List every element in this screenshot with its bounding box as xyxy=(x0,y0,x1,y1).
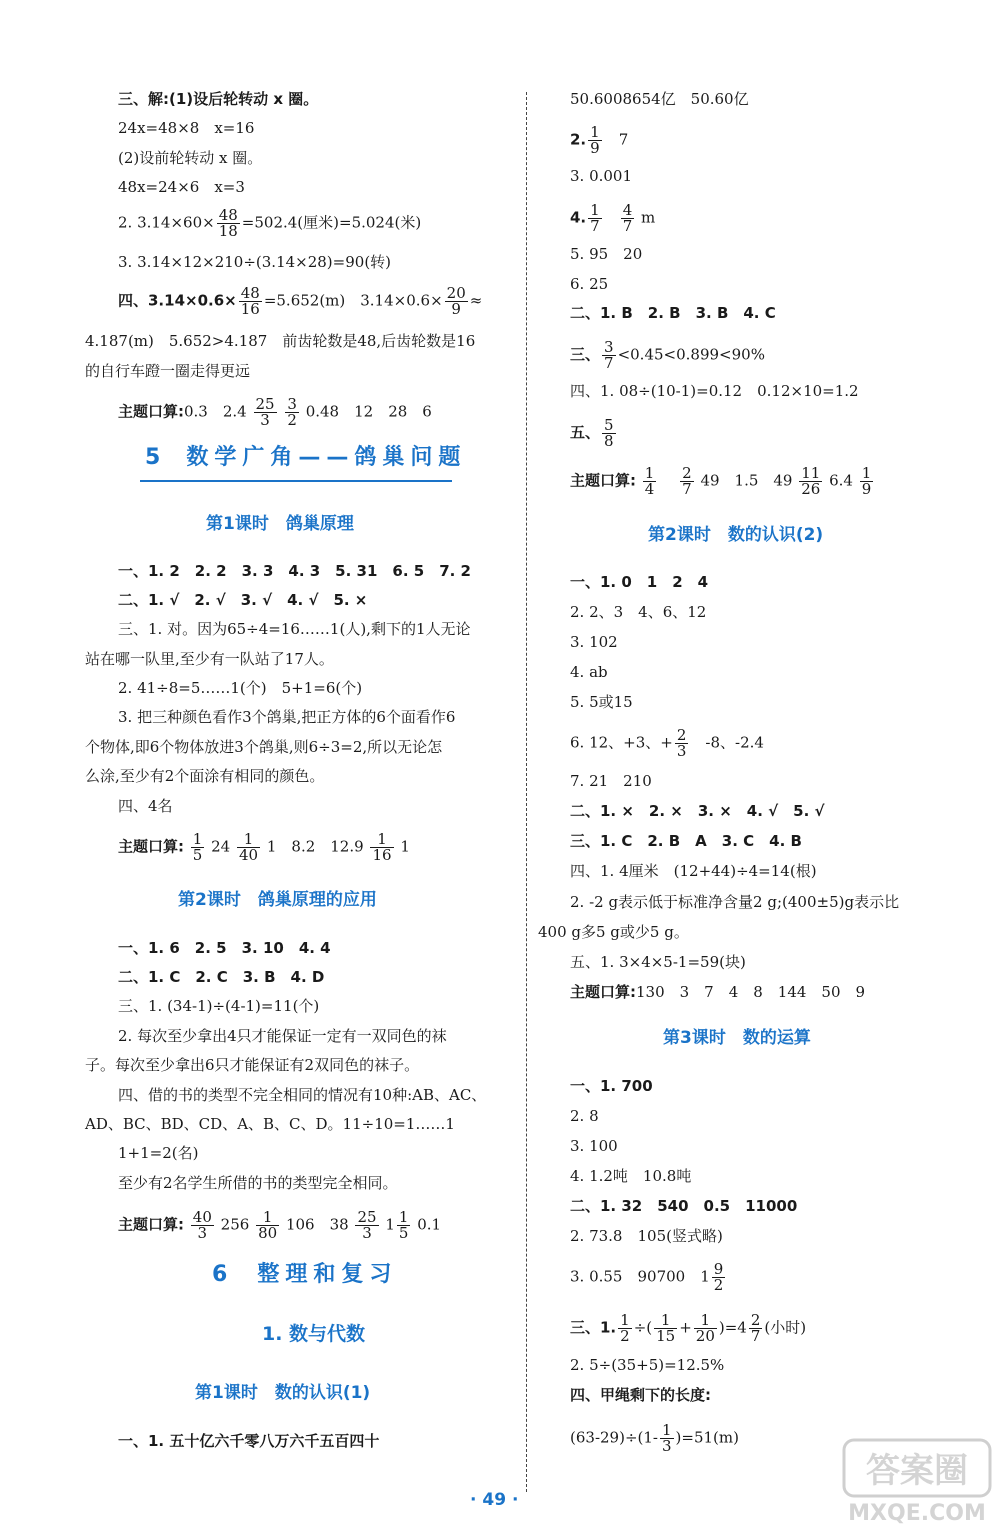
oral-calc-3: 主题口算: $\frac{40}{3}$ 256 $\frac{1}{80}$ 106 38 $\frac{25}{3}$ 1 $\frac{1}{5}$ 0.1 xyxy=(118,1208,442,1242)
watermark-url: MXQE.COM xyxy=(848,1501,986,1526)
l1-q3-1: 三、1. 对。因为65÷4=16……1(人),剩下的1人无论 xyxy=(118,620,471,638)
r-q-five: 五、 $\frac{5}{8}$ xyxy=(570,416,614,450)
q3-eq2: 48x=24×6 x=3 xyxy=(118,178,245,196)
r-q6: 6. 25 xyxy=(570,275,609,293)
r3-q1: 一、1. 700 xyxy=(570,1077,653,1095)
page-number: · 49 · xyxy=(470,1490,519,1510)
l1-q3-1b: 站在哪一队里,至少有一队站了17人。 xyxy=(85,650,334,668)
r2-q5: 5. 5或15 xyxy=(570,693,633,711)
section-1-title: 1. 数与代数 xyxy=(262,1323,366,1345)
r3-q-three2: 2. 5÷(35+5)=12.5% xyxy=(570,1356,725,1374)
oral-calc-5: 主题口算:130 3 7 4 8 144 50 9 xyxy=(570,983,866,1001)
l2-q4d: 至少有2名学生所借的书的类型完全相同。 xyxy=(118,1174,398,1192)
r-q4: 4. $\frac{1}{7}$ $\frac{4}{7}$ m xyxy=(570,201,656,235)
chapter-6-heading: 6 整理和复习 xyxy=(212,1262,398,1287)
l2-q2: 二、1. C 2. C 3. B 4. D xyxy=(118,968,325,986)
r2-q6: 6. 12、+3、+ $\frac{2}{3}$ -8、-2.4 xyxy=(570,726,764,760)
q3-3: 3. 3.14×12×210÷(3.14×28)=90(转) xyxy=(118,253,392,271)
oral-calc-4: 主题口算: $\frac{1}{4}$ $\frac{2}{7}$ 49 1.5 49 $\frac{11}{26}$ 6.4 $\frac{1}{9}$ xyxy=(570,464,872,498)
r-q-two: 二、1. B 2. B 3. B 4. C xyxy=(570,304,776,322)
r-top: 50.6008654亿 50.60亿 xyxy=(570,90,749,108)
r2-q-four-2a: 2. -2 g表示低于标准净含量2 g;(400±5)g表示比 xyxy=(570,893,900,911)
l2-q4b: AD、BC、BD、CD、A、B、C、D。11÷10=1……1 xyxy=(85,1115,455,1133)
r3-q-two3: 3. 0.55 90700 1 $\frac{9}{2}$ xyxy=(570,1260,724,1294)
chapter-5-rule xyxy=(140,480,452,482)
r-q-four: 四、1. 08÷(10-1)=0.12 0.12×10=1.2 xyxy=(570,382,859,400)
r2-q-two: 二、1. × 2. × 3. × 4. √ 5. √ xyxy=(570,802,825,820)
l1-q3-3c: 么涂,至少有2个面涂有相同的颜色。 xyxy=(85,767,325,785)
r2-q-four-2b: 400 g多5 g或少5 g。 xyxy=(538,923,689,941)
lesson-r2-title: 第2课时 数的认识(2) xyxy=(648,525,824,545)
r2-q2: 2. 2、3 4、6、12 xyxy=(570,603,707,621)
l2-q3-1: 三、1. (34-1)÷(4-1)=11(个) xyxy=(118,997,320,1015)
r-q2: 2. $\frac{1}{9}$ 7 xyxy=(570,123,629,157)
oral-calc-2: 主题口算: $\frac{1}{5}$ 24 $\frac{1}{40}$ 1 8.2 12.9 $\frac{1}{16}$ 1 xyxy=(118,830,410,864)
r3-q3: 3. 100 xyxy=(570,1137,618,1155)
watermark-logo xyxy=(842,1438,992,1526)
q4-line3: 的自行车蹬一圈走得更远 xyxy=(85,362,251,380)
l1-q3-3a: 3. 把三种颜色看作3个鸽巢,把正方体的6个面看作6 xyxy=(118,708,456,726)
r2-q1: 一、1. 0 1 2 4 xyxy=(570,573,709,591)
r2-q-four: 四、1. 4厘米 (12+44)÷4=14(根) xyxy=(570,862,817,880)
lesson-r3-title: 第3课时 数的运算 xyxy=(663,1028,811,1048)
column-divider xyxy=(526,92,527,1492)
q3-2: 2. 3.14×60× $\frac{48}{18}$ =502.4(厘米)=5.024(米) xyxy=(118,206,422,240)
l1-q1: 一、1. 2 2. 2 3. 3 4. 3 5. 31 6. 5 7. 2 xyxy=(118,562,471,580)
l1-q4: 四、4名 xyxy=(118,797,173,815)
lesson-2-title: 第2课时 鸽巢原理的应用 xyxy=(178,890,377,910)
lesson-r1-title: 第1课时 数的认识(1) xyxy=(195,1383,371,1403)
l2-q4c: 1+1=2(名) xyxy=(118,1144,199,1162)
r2-q-three: 三、1. C 2. B A 3. C 4. B xyxy=(570,832,802,850)
l2-q3-2a: 2. 每次至少拿出4只才能保证一定有一双同色的袜 xyxy=(118,1027,447,1045)
l1-q3-2: 2. 41÷8=5……1(个) 5+1=6(个) xyxy=(118,679,363,697)
r2-q3: 3. 102 xyxy=(570,633,618,651)
chapter-5-heading: 5 数学广角——鸽巢问题 xyxy=(145,445,467,470)
r3-q-four-eq: (63-29)÷(1- $\frac{1}{3}$ )=51(m) xyxy=(570,1421,739,1455)
oral-calc-1: 主题口算:0.3 2.4 $\frac{25}{3}$ $\frac{3}{2}$ 0.48 12 28 6 xyxy=(118,395,432,429)
r3-q2: 2. 8 xyxy=(570,1107,599,1125)
q4-line1: 四、3.14×0.6× $\frac{48}{16}$ =5.652(m) 3.14×0.6× $\frac{20}{9}$ ≈ xyxy=(118,284,483,318)
r3-q-three1: 三、1. $\frac{1}{2}$ ÷( $\frac{1}{15}$ + $\frac{1}{20}$ )=4 $\frac{2}{7}$ (小时) xyxy=(570,1311,807,1345)
r2-q7: 7. 21 210 xyxy=(570,772,652,790)
watermark-text: 答案圈 xyxy=(866,1451,968,1491)
r-q-three: 三、 $\frac{3}{7}$ <0.45<0.899<90% xyxy=(570,338,765,372)
l2-q3-2b: 子。每次至少拿出6只才能保证有2双同色的袜子。 xyxy=(85,1056,420,1074)
q3-intro2: (2)设前轮转动 x 圈。 xyxy=(118,149,263,167)
r-q5: 5. 95 20 xyxy=(570,245,643,263)
r1-q1: 一、1. 五十亿六千零八万六千五百四十 xyxy=(118,1432,380,1450)
r3-q-two2: 2. 73.8 105(竖式略) xyxy=(570,1227,723,1245)
q3-intro: 三、解:(1)设后轮转动 x 圈。 xyxy=(118,90,319,108)
q4-line2: 4.187(m) 5.652>4.187 前齿轮数是48,后齿轮数是16 xyxy=(85,332,476,350)
l1-q3-3b: 个物体,即6个物体放进3个鸽巢,则6÷3=2,所以无论怎 xyxy=(85,738,443,756)
l2-q1: 一、1. 6 2. 5 3. 10 4. 4 xyxy=(118,939,331,957)
r-q3: 3. 0.001 xyxy=(570,167,633,185)
r2-q-five: 五、1. 3×4×5-1=59(块) xyxy=(570,953,746,971)
r3-q-four: 四、甲绳剩下的长度: xyxy=(570,1386,711,1404)
r3-q4: 4. 1.2吨 10.8吨 xyxy=(570,1167,692,1185)
r3-q-two1: 二、1. 32 540 0.5 11000 xyxy=(570,1197,798,1215)
l2-q4a: 四、借的书的类型不完全相同的情况有10种:AB、AC、 xyxy=(118,1086,487,1104)
l1-q2: 二、1. √ 2. √ 3. √ 4. √ 5. × xyxy=(118,591,368,609)
r2-q4: 4. ab xyxy=(570,663,608,681)
lesson-1-title: 第1课时 鸽巢原理 xyxy=(206,514,354,534)
q3-eq1: 24x=48×8 x=16 xyxy=(118,119,255,137)
